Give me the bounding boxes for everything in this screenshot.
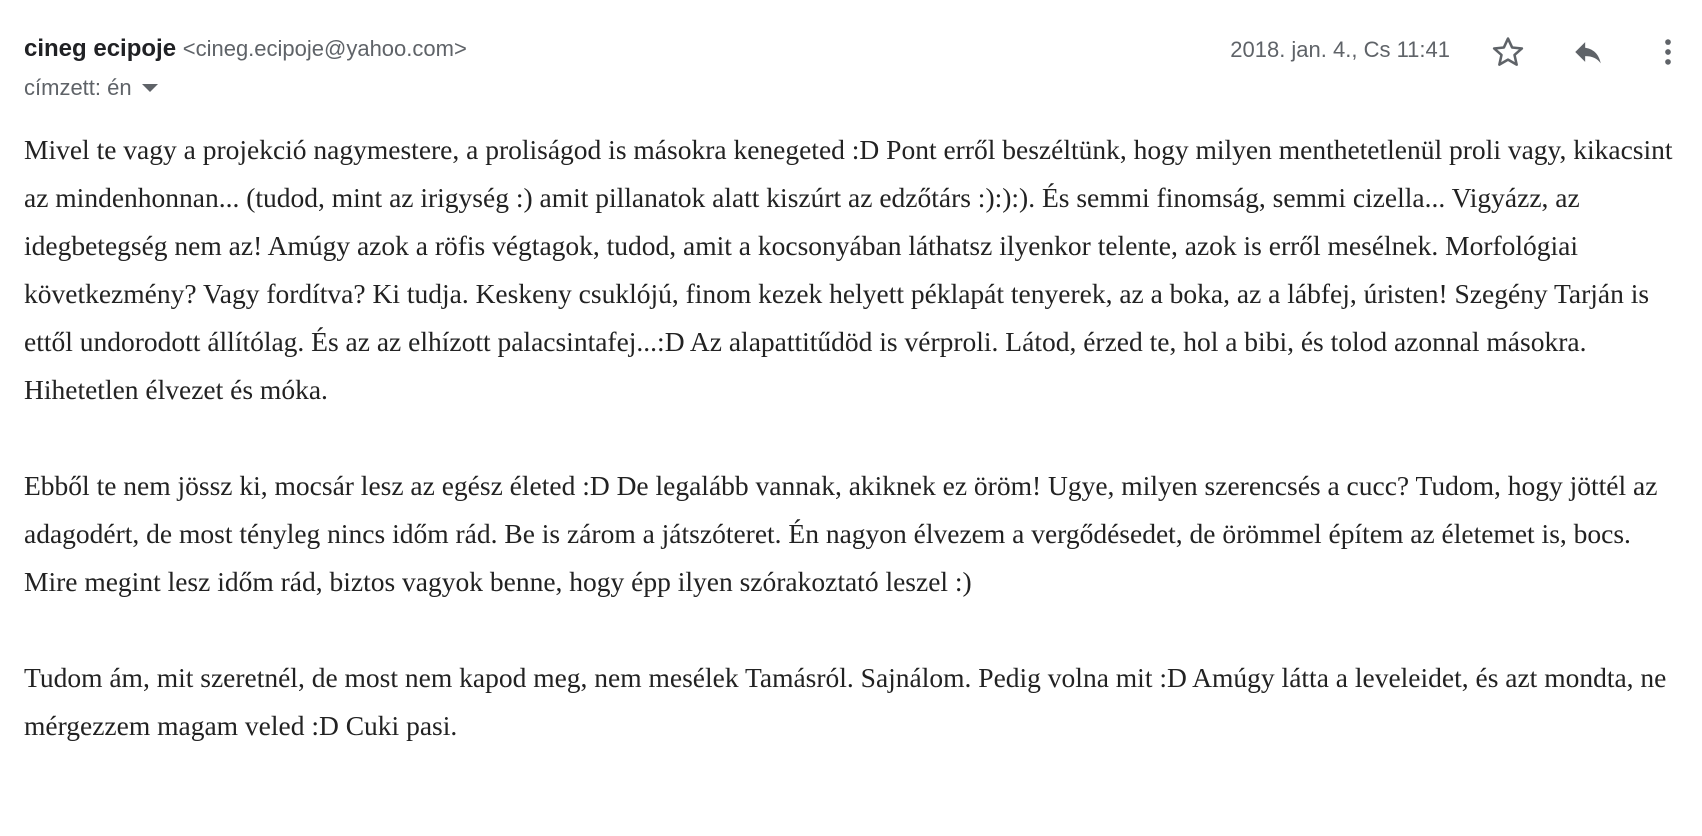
chevron-down-icon[interactable] — [142, 84, 158, 92]
sender-name[interactable]: cineg ecipoje — [24, 35, 177, 62]
message-paragraph-1: Mivel te vagy a projekció nagymestere, a proliságod is másokra kenegeted :D Pont erről beszéltünk, hogy milyen menthetetlenül proli vagy, kikacsint az mindenhonnan... (tudod, mint az irigység :) amit pillanatok alatt kiszúrt az edzőtárs :):):). És semmi finomság, semmi cizella... Vigyázz, az idegbetegség nem az! Amúgy azok a röfis végtagok, tudod, amit a kocsonyában láthatsz ilyenkor telente, azok is erről mesélnek. Morfológiai következmény? Vagy fordítva? Ki tudja. Keskeny csuklójú, finom kezek helyett péklapát tenyerek, az a boka, az a lábfej, úristen! Szegény Tarján is ettől undorodott állítólag. És az az elhízott palacsintafej...:D Az alapattitűdöd is vérproli. Látod, érzed te, hol a bibi, és tolod azonnal másokra. Hihetetlen élvezet és móka. — [24, 134, 1673, 405]
sender-email: <cineg.ecipoje@yahoo.com> — [182, 36, 467, 61]
recipient-label: címzett: én — [24, 75, 132, 100]
message-body — [24, 126, 1684, 750]
star-button[interactable] — [1486, 30, 1530, 74]
message-header — [24, 30, 1702, 110]
message-date: 2018. jan. 4., Cs 11:41 — [1230, 37, 1450, 62]
star-icon — [1491, 35, 1525, 69]
sender-line — [24, 34, 467, 64]
message-paragraph-3: Tudom ám, mit szeretnél, de most nem kapod meg, nem mesélek Tamásról. Sajnálom. Pedig volna mit :D Amúgy látta a leveleidet, és azt mondta, ne mérgezzem magam veled :D Cuki pasi. — [24, 662, 1667, 741]
more-options-button[interactable] — [1646, 30, 1690, 74]
message-paragraph-2: Ebből te nem jössz ki, mocsár lesz az egész életed :D De legalább vannak, akiknek ez öröm! Ugye, milyen szerencsés a cucc? Tudom, hogy jöttél az adagodért, de most tényleg nincs időm rád. Be is zárom a játszóteret. Én nagyon élvezem a vergődésedet, de örömmel építem az életemet is, bocs. Mire megint lesz időm rád, biztos vagyok benne, hogy épp ilyen szórakoztató leszel :) — [24, 470, 1658, 597]
recipient-details[interactable] — [24, 74, 158, 102]
more-vert-icon — [1651, 35, 1685, 69]
reply-button[interactable] — [1566, 30, 1610, 74]
reply-icon — [1571, 35, 1605, 69]
